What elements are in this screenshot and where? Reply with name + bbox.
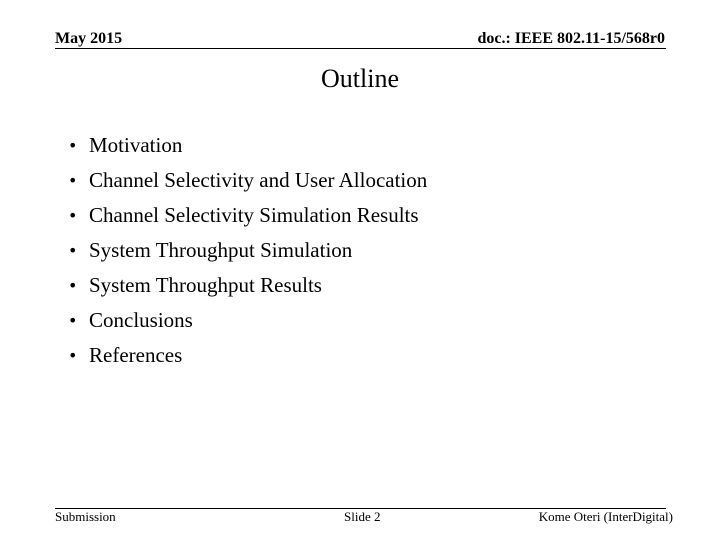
- bullet-icon: •: [68, 311, 78, 330]
- header-divider: [55, 48, 666, 49]
- bullet-icon: •: [68, 346, 78, 365]
- list-item-label: Channel Selectivity and User Allocation: [89, 168, 428, 192]
- list-item-label: Motivation: [89, 133, 183, 157]
- list-item-label: System Throughput Simulation: [89, 238, 353, 262]
- slide-title: Outline: [321, 64, 399, 93]
- bullet-icon: •: [68, 276, 78, 295]
- list-item-label: System Throughput Results: [89, 273, 322, 297]
- bullet-icon: •: [68, 241, 78, 260]
- list-item-label: References: [89, 343, 183, 367]
- bullet-icon: •: [68, 171, 78, 190]
- footer-author: Kome Oteri (InterDigital): [538, 509, 673, 524]
- bullet-icon: •: [68, 136, 78, 155]
- header-date: May 2015: [55, 30, 123, 47]
- list-item-label: Conclusions: [89, 308, 193, 332]
- list-item-label: Channel Selectivity Simulation Results: [89, 203, 419, 227]
- footer-submission: Submission: [55, 509, 116, 524]
- header-doc-id: doc.: IEEE 802.11-15/568r0: [477, 30, 665, 47]
- footer-slide-number: Slide 2: [344, 509, 381, 524]
- bullet-icon: •: [68, 206, 78, 225]
